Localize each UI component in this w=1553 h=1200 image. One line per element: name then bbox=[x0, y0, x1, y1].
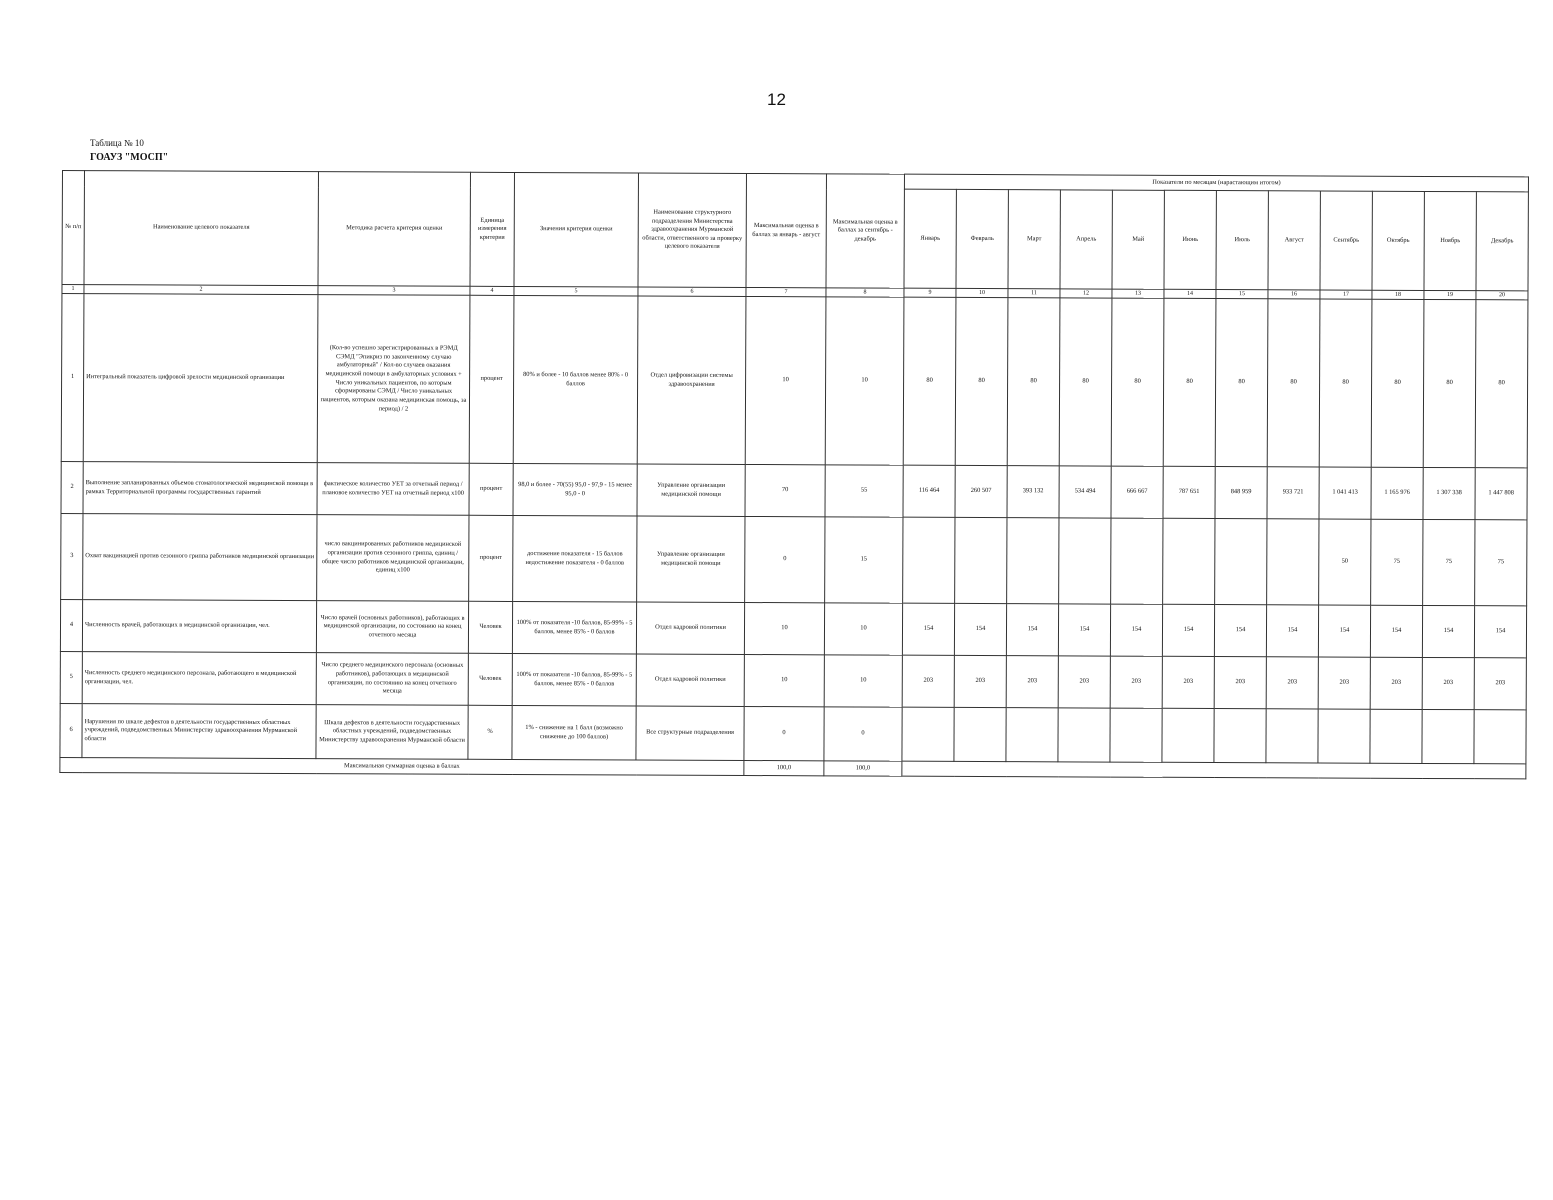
row-month-value: 1 041 413 bbox=[1319, 467, 1371, 519]
column-number: 16 bbox=[1268, 290, 1320, 299]
row-max-jan-aug: 10 bbox=[745, 297, 826, 465]
row-month-value: 50 bbox=[1319, 519, 1371, 605]
row-max-sep-dec: 0 bbox=[824, 707, 902, 761]
row-month-value bbox=[1267, 519, 1319, 605]
indicators-table bbox=[59, 170, 1529, 779]
header-month: Июнь bbox=[1164, 190, 1216, 289]
row-indicator-name: Нарушения по шкале дефектов в деятельности государственных областных учреждений, подведомственных Министерству здравоохранения Мурманской области bbox=[82, 704, 316, 759]
row-unit: % bbox=[468, 705, 512, 759]
row-max-jan-aug: 10 bbox=[744, 655, 824, 707]
column-number: 10 bbox=[956, 288, 1008, 297]
row-num: 3 bbox=[61, 514, 83, 600]
row-month-value: 1 165 976 bbox=[1371, 467, 1423, 519]
row-max-sep-dec: 55 bbox=[825, 465, 903, 517]
column-number: 6 bbox=[638, 287, 746, 297]
row-month-value: 1 447 808 bbox=[1475, 468, 1527, 520]
header-num: № п/п bbox=[62, 171, 84, 285]
row-month-value bbox=[1266, 709, 1318, 763]
column-number: 8 bbox=[826, 288, 904, 297]
row-num: 4 bbox=[60, 600, 82, 652]
row-month-value: 154 bbox=[1370, 605, 1422, 657]
row-month-value bbox=[1370, 709, 1422, 763]
page-number: 12 bbox=[767, 90, 786, 109]
header-month: Февраль bbox=[956, 189, 1008, 288]
column-number: 20 bbox=[1476, 291, 1528, 300]
row-indicator-name: Интегральный показатель цифровой зрелости медицинской организации bbox=[83, 294, 318, 463]
row-num: 5 bbox=[60, 652, 82, 704]
row-unit: процент bbox=[469, 515, 513, 601]
row-month-value: 154 bbox=[1162, 604, 1214, 656]
row-max-jan-aug: 0 bbox=[745, 517, 825, 603]
column-number: 4 bbox=[470, 286, 514, 295]
row-unit: Человек bbox=[468, 601, 512, 653]
row-month-value: 80 bbox=[1475, 300, 1528, 468]
row-month-value: 787 651 bbox=[1163, 466, 1215, 518]
row-month-value bbox=[1111, 518, 1163, 604]
row-month-value: 80 bbox=[1111, 298, 1164, 466]
row-month-value: 154 bbox=[902, 603, 954, 655]
row-indicator-name: Численность среднего медицинского персонала, работающего в медицинской организации, чел. bbox=[82, 652, 316, 705]
row-month-value bbox=[1215, 519, 1267, 605]
total-label: Максимальная суммарная оценка в баллах bbox=[60, 758, 744, 776]
row-month-value: 75 bbox=[1371, 519, 1423, 605]
row-responsible: Отдел цифровизации системы здравоохранения bbox=[637, 296, 746, 464]
column-number: 18 bbox=[1372, 290, 1424, 299]
row-month-value: 203 bbox=[1266, 657, 1318, 709]
header-method: Методика расчета критерия оценки bbox=[318, 172, 470, 287]
row-max-sep-dec: 10 bbox=[824, 603, 902, 655]
header-unit: Единица измерения критерия bbox=[470, 172, 514, 286]
row-month-value bbox=[1318, 709, 1370, 763]
column-number: 14 bbox=[1164, 289, 1216, 298]
column-number: 15 bbox=[1216, 290, 1268, 299]
row-month-value: 154 bbox=[1474, 606, 1526, 658]
row-indicator-name: Численность врачей, работающих в медицинской организации, чел. bbox=[82, 600, 316, 653]
row-month-value: 154 bbox=[1422, 606, 1474, 658]
row-max-jan-aug: 10 bbox=[744, 603, 824, 655]
table-caption: Таблица № 10 bbox=[90, 138, 144, 148]
row-month-value bbox=[1422, 710, 1474, 764]
row-month-value: 80 bbox=[1319, 299, 1372, 467]
header-month: Октябрь bbox=[1372, 191, 1424, 290]
column-number: 12 bbox=[1060, 289, 1112, 298]
row-unit: Человек bbox=[468, 653, 512, 705]
row-month-value: 534 494 bbox=[1059, 466, 1111, 518]
row-method: Шкала дефектов в деятельности государственных областных учреждений, подведомственных Министерству здравоохранения Мурманской области bbox=[316, 705, 468, 760]
row-month-value bbox=[1162, 708, 1214, 762]
row-responsible: Все структурные подразделения bbox=[636, 706, 744, 760]
header-months-group: Показатели по месяцам (нарастающим итогом) bbox=[904, 174, 1528, 192]
row-month-value: 393 132 bbox=[1007, 466, 1059, 518]
row-month-value bbox=[1474, 710, 1526, 764]
row-responsible: Отдел кадровой политики bbox=[636, 602, 744, 654]
header-month: Август bbox=[1268, 191, 1320, 290]
row-month-value: 666 667 bbox=[1111, 466, 1163, 518]
column-number: 19 bbox=[1424, 290, 1476, 299]
row-month-value: 80 bbox=[1007, 298, 1060, 466]
row-unit: процент bbox=[469, 295, 514, 463]
row-month-value: 203 bbox=[1422, 658, 1474, 710]
row-month-value bbox=[902, 707, 954, 761]
row-month-value bbox=[1214, 709, 1266, 763]
column-number: 3 bbox=[318, 286, 470, 296]
row-max-jan-aug: 0 bbox=[744, 707, 824, 761]
column-number: 9 bbox=[904, 288, 956, 297]
row-responsible: Отдел кадровой политики bbox=[636, 654, 744, 706]
row-month-value: 116 464 bbox=[903, 465, 955, 517]
row-month-value bbox=[1163, 518, 1215, 604]
column-number: 5 bbox=[514, 286, 638, 296]
row-month-value: 260 507 bbox=[955, 465, 1007, 517]
row-criteria: 98,0 и более - 70(55) 95,0 - 97,9 - 15 менее 95,0 - 0 bbox=[513, 464, 637, 517]
row-month-value: 154 bbox=[1266, 605, 1318, 657]
row-month-value: 203 bbox=[1006, 656, 1058, 708]
row-criteria: 80% и более - 10 баллов менее 80% - 0 баллов bbox=[513, 296, 638, 465]
row-month-value: 203 bbox=[1370, 657, 1422, 709]
row-month-value: 75 bbox=[1423, 520, 1475, 606]
row-month-value bbox=[1058, 708, 1110, 762]
row-month-value: 154 bbox=[1058, 604, 1110, 656]
header-max-jan-aug: Максимальная оценка в баллах за январь - август bbox=[746, 173, 826, 287]
row-month-value: 154 bbox=[954, 603, 1006, 655]
column-number: 7 bbox=[746, 287, 826, 296]
row-month-value: 80 bbox=[1163, 298, 1216, 466]
header-month: Апрель bbox=[1060, 190, 1112, 289]
header-criteria: Значения критерия оценки bbox=[514, 172, 638, 287]
row-unit: процент bbox=[469, 463, 513, 515]
row-month-value: 80 bbox=[1267, 299, 1320, 467]
total-max-jan-aug: 100,0 bbox=[744, 761, 824, 776]
table-row bbox=[60, 704, 1526, 764]
header-name: Наименование целевого показателя bbox=[84, 171, 318, 286]
header-month: Сентябрь bbox=[1320, 191, 1372, 290]
row-month-value bbox=[1059, 518, 1111, 604]
row-method: фактическое количество УЕТ за отчетный период / плановое количество УЕТ на отчетный период x100 bbox=[317, 463, 469, 516]
header-max-sep-dec: Максимальная оценка в баллах за сентябрь - декабрь bbox=[826, 174, 904, 288]
column-number: 2 bbox=[84, 285, 318, 295]
row-month-value bbox=[955, 517, 1007, 603]
row-num: 6 bbox=[60, 704, 82, 758]
row-method: число вакцинированных работников медицинской организации против сезонного гриппа, единиц / общее число работников медицинской организации, единиц x100 bbox=[317, 515, 469, 602]
row-month-value: 933 721 bbox=[1267, 467, 1319, 519]
row-month-value: 80 bbox=[903, 297, 956, 465]
header-responsible: Наименование структурного подразделения Министерства здравоохранения Мурманской области, ответственного за проверку целевого показателя bbox=[638, 173, 746, 287]
row-month-value bbox=[954, 707, 1006, 761]
row-num: 1 bbox=[61, 294, 84, 462]
header-month: Январь bbox=[904, 189, 956, 288]
row-month-value: 203 bbox=[1110, 656, 1162, 708]
row-max-jan-aug: 70 bbox=[745, 465, 825, 517]
column-number: 13 bbox=[1112, 289, 1164, 298]
row-month-value bbox=[1006, 708, 1058, 762]
row-num: 2 bbox=[61, 462, 83, 514]
table-row bbox=[60, 600, 1526, 658]
row-indicator-name: Выполнение запланированных объемов стоматологической медицинской помощи в рамках Территориальной программы государственных гарантий bbox=[83, 462, 317, 515]
row-month-value: 80 bbox=[1423, 300, 1476, 468]
row-method: (Кол-во успешно зарегистрированных в РЭМД СЭМД "Эпикриз по законченному случаю амбулаторный" / Кол-во случаев оказания медицинской помощи в амбулаторных условиях + Число уникальных пациентов, по которым сформированы СЭМД / Число уникальных пациентов, которым оказана медицинская помощь, за период) / 2 bbox=[317, 295, 470, 464]
column-number: 17 bbox=[1320, 290, 1372, 299]
table-row bbox=[60, 652, 1526, 710]
row-month-value: 75 bbox=[1475, 520, 1527, 606]
column-number: 11 bbox=[1008, 289, 1060, 298]
row-month-value: 203 bbox=[1318, 657, 1370, 709]
row-responsible: Управление организации медицинской помощи bbox=[637, 516, 745, 602]
row-month-value: 80 bbox=[955, 297, 1008, 465]
row-month-value: 203 bbox=[1214, 657, 1266, 709]
row-month-value: 80 bbox=[1371, 299, 1424, 467]
row-criteria: достижение показателя - 15 баллов недостижение показателя - 0 баллов bbox=[513, 516, 637, 603]
column-number: 1 bbox=[62, 285, 84, 294]
header-month: Май bbox=[1112, 190, 1164, 289]
row-max-sep-dec: 10 bbox=[824, 655, 902, 707]
row-month-value bbox=[1007, 518, 1059, 604]
row-criteria: 100% от показателя -10 баллов, 85-99% - 5 баллов, менее 85% - 0 баллов bbox=[512, 602, 636, 655]
row-month-value: 203 bbox=[1474, 658, 1526, 710]
row-month-value: 154 bbox=[1006, 604, 1058, 656]
row-criteria: 100% от показателя -10 баллов, 85-99% - 5 баллов, менее 85% - 0 баллов bbox=[512, 654, 636, 707]
row-month-value: 203 bbox=[1162, 656, 1214, 708]
header-month: Июль bbox=[1216, 191, 1268, 290]
row-month-value: 80 bbox=[1059, 298, 1112, 466]
total-empty bbox=[902, 761, 1526, 779]
row-month-value bbox=[1110, 708, 1162, 762]
row-month-value: 203 bbox=[954, 655, 1006, 707]
organization-title: ГОАУЗ "МОСП" bbox=[90, 152, 169, 163]
header-month: Декабрь bbox=[1476, 192, 1528, 291]
table-row bbox=[61, 294, 1528, 468]
row-responsible: Управление организации медицинской помощи bbox=[637, 464, 745, 516]
row-month-value: 203 bbox=[1058, 656, 1110, 708]
row-max-sep-dec: 10 bbox=[825, 297, 904, 465]
header-month: Март bbox=[1008, 190, 1060, 289]
header-month: Ноябрь bbox=[1424, 191, 1476, 290]
row-month-value: 154 bbox=[1110, 604, 1162, 656]
row-max-sep-dec: 15 bbox=[825, 517, 903, 603]
row-criteria: 1% - снижение на 1 балл (возможно снижение до 100 баллов) bbox=[512, 706, 636, 761]
row-month-value bbox=[903, 517, 955, 603]
row-month-value: 154 bbox=[1318, 605, 1370, 657]
table-row bbox=[61, 514, 1527, 606]
total-max-sep-dec: 100,0 bbox=[824, 761, 902, 776]
row-month-value: 80 bbox=[1215, 299, 1268, 467]
row-month-value: 203 bbox=[902, 655, 954, 707]
row-month-value: 154 bbox=[1214, 605, 1266, 657]
row-method: Число врачей (основных работников), работающих в медицинской организации, по состоянию на конец отчетного месяца bbox=[316, 601, 468, 654]
row-method: Число среднего медицинского персонала (основных работников), работающих в медицинской организации, по состоянию на конец отчетного месяца bbox=[316, 653, 468, 706]
row-month-value: 848 959 bbox=[1215, 467, 1267, 519]
row-month-value: 1 307 338 bbox=[1423, 468, 1475, 520]
table-row bbox=[61, 462, 1527, 520]
row-indicator-name: Охват вакцинацией против сезонного гриппа работников медицинской организации bbox=[83, 514, 317, 601]
